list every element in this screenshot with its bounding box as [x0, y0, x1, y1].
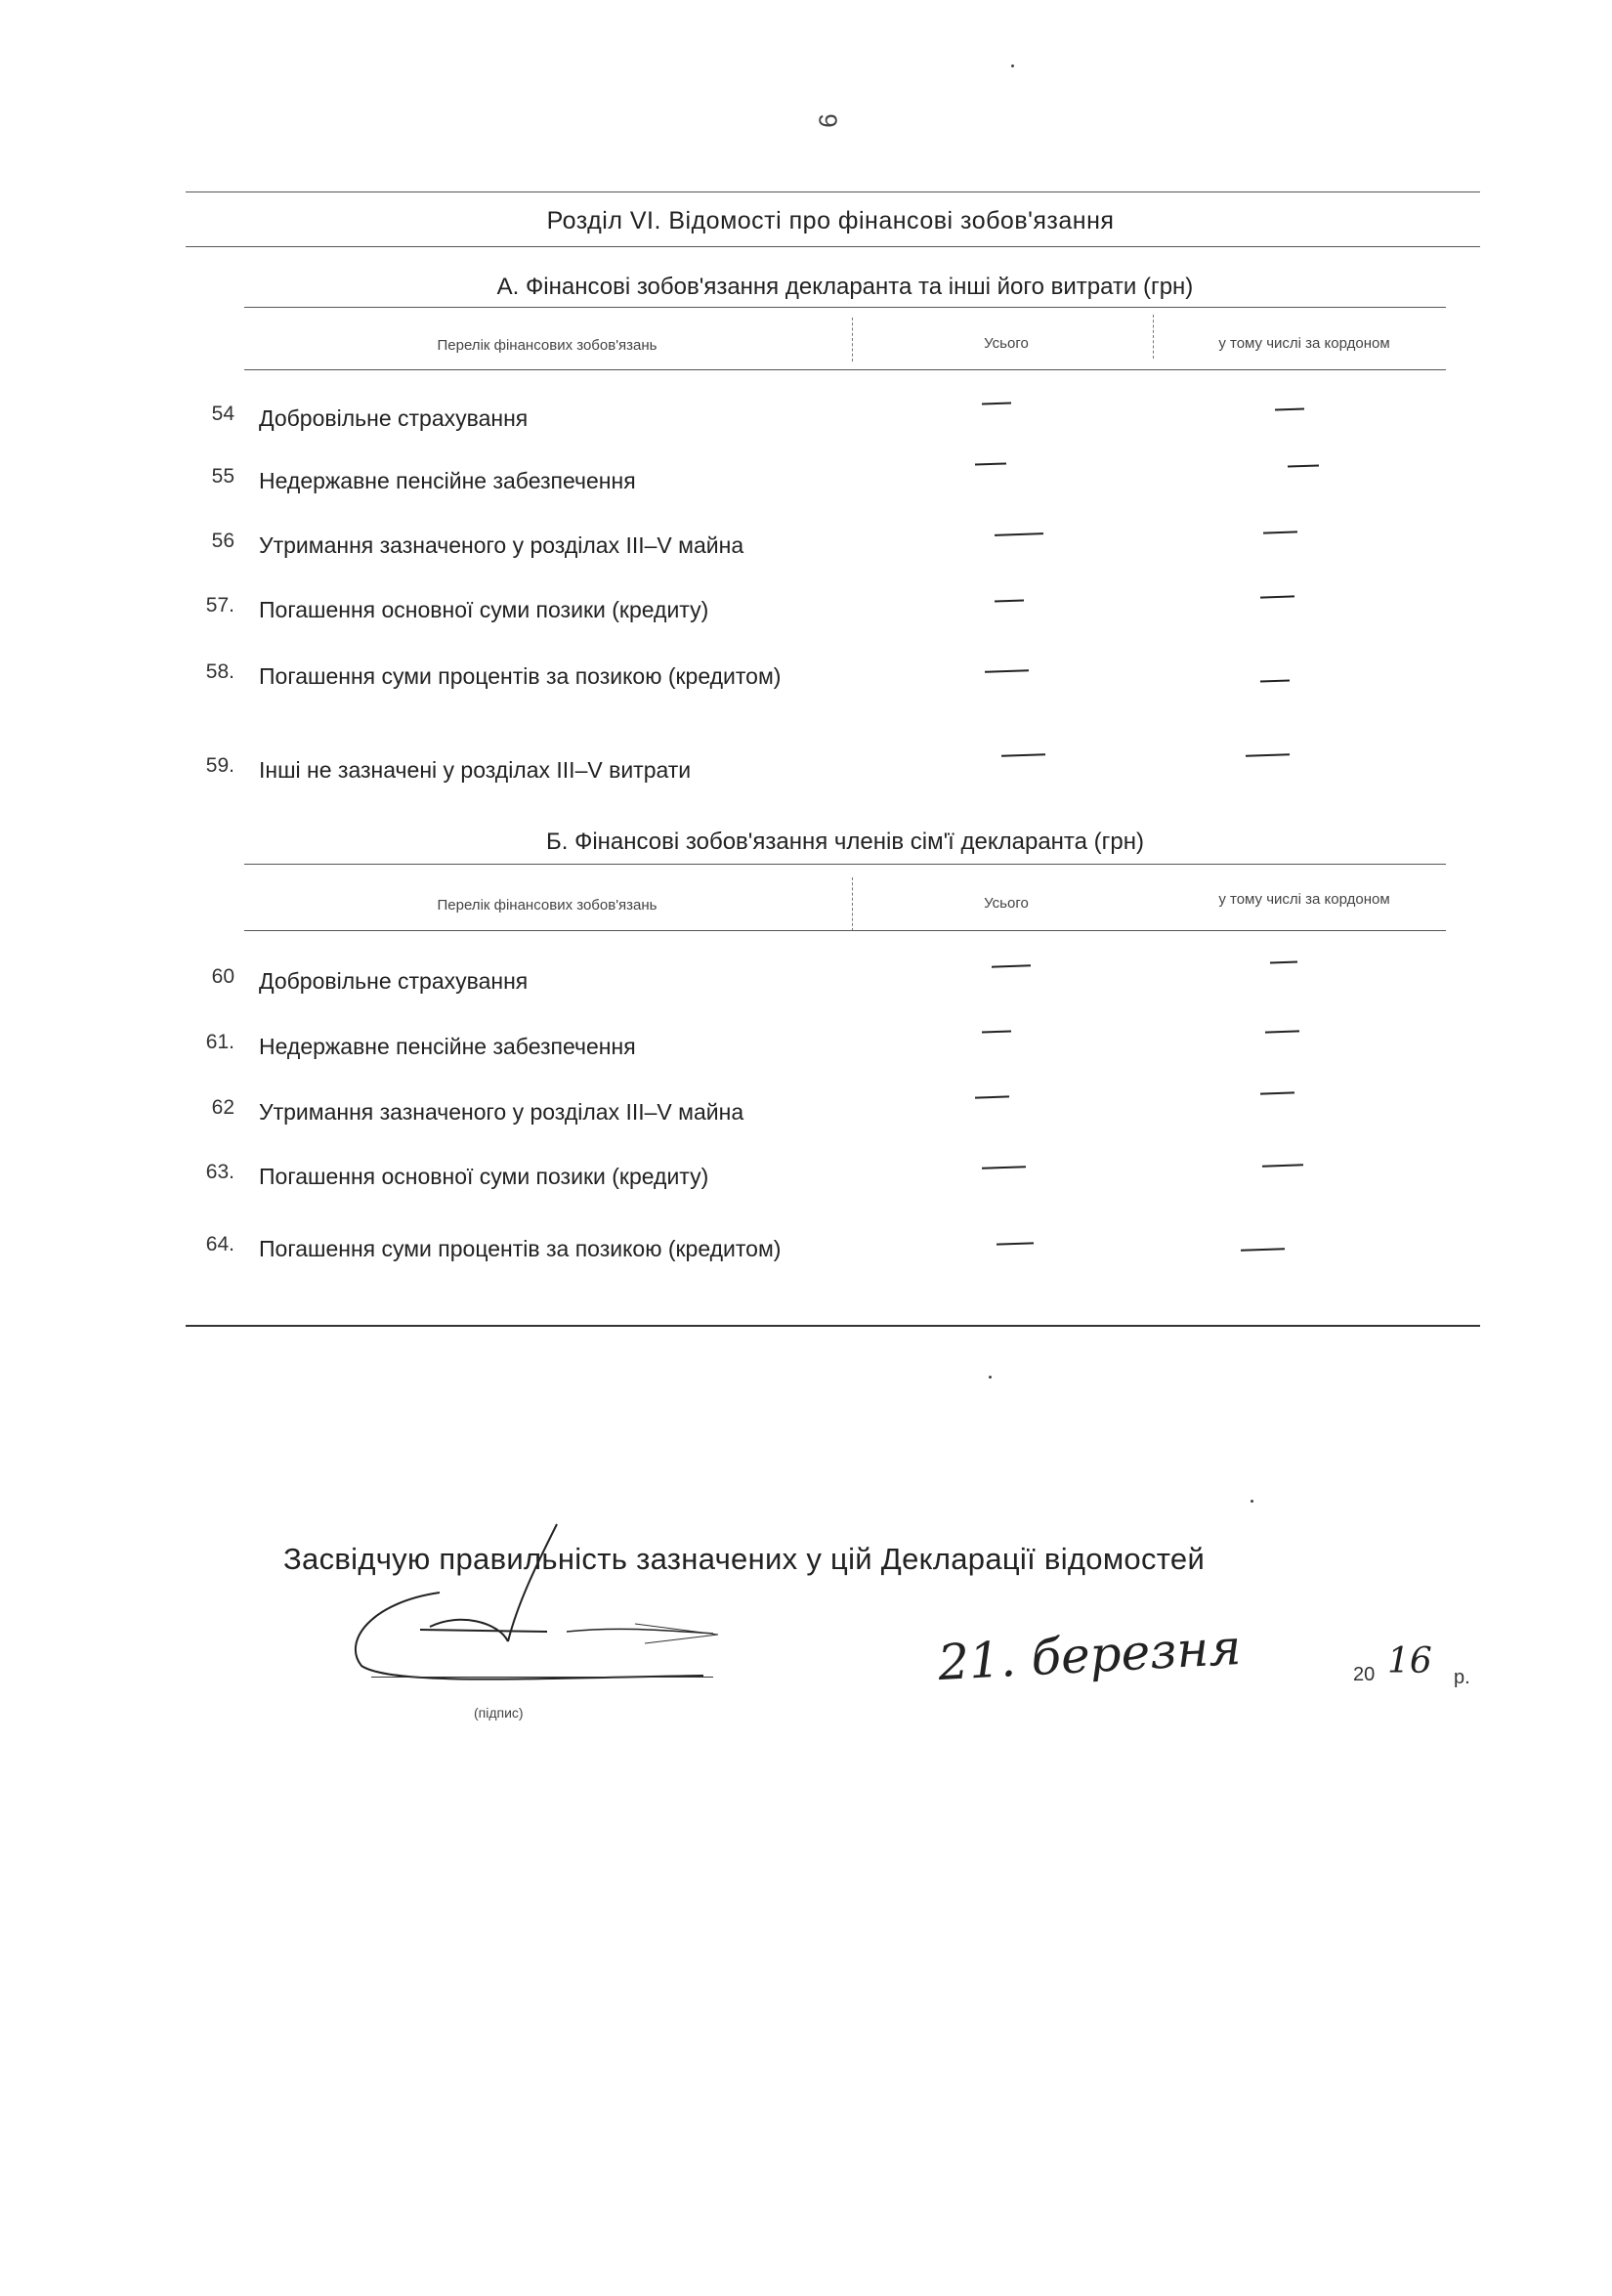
signature-caption: (підпис)	[474, 1705, 524, 1721]
part-a-head-rule-top	[244, 307, 1446, 308]
declaration-text: Засвідчую правильність зазначених у цій Декларації відомостей	[283, 1542, 1206, 1576]
part-a-col-sep-1	[852, 318, 853, 361]
date-handwritten: 21. березня	[936, 1618, 1243, 1692]
part-b-head-rule-top	[244, 864, 1446, 865]
total-dash	[985, 669, 1029, 673]
part-a-head-rule-bottom	[244, 369, 1446, 370]
row-number: 55	[211, 465, 234, 488]
part-b-col-total: Усього	[984, 895, 1029, 912]
row-number: 54	[211, 403, 234, 425]
section-title: Розділ VI. Відомості про фінансові зобов'язання	[546, 207, 1115, 234]
scan-speck	[1251, 1500, 1253, 1503]
row-label: Добровільне страхування	[259, 405, 529, 431]
row-number: 63.	[205, 1161, 234, 1183]
total-dash	[1001, 753, 1045, 757]
part-a-title: А. Фінансові зобов'язання декларанта та інші його витрати (грн)	[496, 274, 1194, 300]
row-number: 64.	[205, 1233, 234, 1255]
part-a-col-total: Усього	[984, 335, 1029, 352]
row-number: 57.	[205, 594, 234, 617]
part-a-col-sep-2	[1153, 315, 1154, 359]
top-rule	[186, 191, 1480, 192]
abroad-dash	[1270, 961, 1297, 964]
abroad-dash	[1262, 1164, 1303, 1167]
row-label: Погашення основної суми позики (кредиту)	[259, 1164, 709, 1189]
abroad-dash	[1275, 407, 1304, 410]
part-b-col-abroad: у тому числі за кордоном	[1218, 891, 1390, 908]
total-dash	[997, 1242, 1034, 1245]
part-b-col-list: Перелік фінансових зобов'язань	[437, 897, 658, 914]
section-rule	[186, 246, 1480, 247]
row-label: Погашення основної суми позики (кредиту)	[259, 597, 709, 622]
part-b-head-rule-bottom	[244, 930, 1446, 931]
row-number: 60	[211, 965, 234, 988]
abroad-dash	[1246, 753, 1290, 757]
abroad-dash	[1260, 1091, 1294, 1094]
row-number: 58.	[205, 660, 234, 683]
total-dash	[992, 964, 1031, 967]
row-label: Недержавне пенсійне забезпечення	[259, 1034, 636, 1059]
part-b-col-sep-1	[852, 877, 853, 931]
abroad-dash	[1265, 1030, 1299, 1033]
row-label: Інші не зазначені у розділах III–V витрати	[259, 757, 692, 783]
abroad-dash	[1263, 531, 1297, 533]
abroad-dash	[1260, 595, 1294, 598]
bottom-rule	[186, 1325, 1480, 1327]
abroad-dash	[1288, 464, 1319, 467]
row-number: 59.	[205, 754, 234, 777]
row-label: Утримання зазначеного у розділах III–V майна	[259, 532, 744, 558]
row-number: 56	[211, 530, 234, 552]
abroad-dash	[1260, 679, 1290, 682]
year-handwritten: 16	[1387, 1641, 1432, 1681]
total-dash	[982, 1030, 1011, 1033]
scan-speck	[1011, 64, 1014, 67]
signature-mark	[332, 1505, 742, 1700]
signature-line	[371, 1677, 713, 1678]
total-dash	[995, 532, 1043, 536]
year-suffix: р.	[1454, 1667, 1470, 1688]
abroad-dash	[1241, 1248, 1285, 1252]
row-label: Утримання зазначеного у розділах III–V майна	[259, 1099, 744, 1125]
page-number: 9	[813, 113, 843, 128]
total-dash	[982, 1166, 1026, 1169]
row-label: Погашення суми процентів за позикою (кредитом)	[259, 1236, 782, 1261]
part-b-title: Б. Фінансові зобов'язання членів сім'ї декларанта (грн)	[545, 829, 1145, 855]
total-dash	[995, 599, 1024, 602]
row-label: Недержавне пенсійне забезпечення	[259, 468, 636, 493]
total-dash	[975, 462, 1006, 465]
row-number: 61.	[205, 1031, 234, 1053]
row-label: Добровільне страхування	[259, 968, 529, 994]
part-a-col-list: Перелік фінансових зобов'язань	[437, 337, 658, 354]
total-dash	[982, 402, 1011, 404]
scan-speck	[989, 1376, 992, 1379]
row-number: 62	[211, 1096, 234, 1119]
year-prefix: 20	[1353, 1664, 1376, 1685]
part-a-col-abroad: у тому числі за кордоном	[1218, 335, 1390, 352]
total-dash	[975, 1095, 1009, 1098]
row-label: Погашення суми процентів за позикою (кредитом)	[259, 663, 782, 689]
